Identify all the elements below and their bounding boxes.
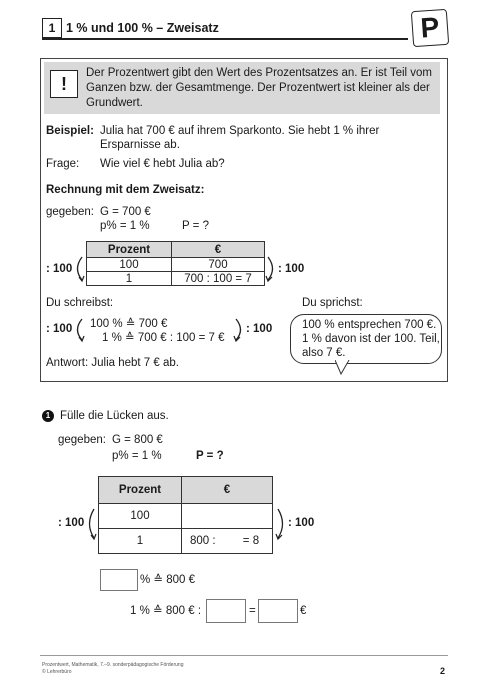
footer-divider xyxy=(40,655,448,656)
info-line-2: Ganzen bzw. der Gesamtmenge. Der Prozentwert ist kleiner als der xyxy=(86,82,430,94)
task-number-badge: 1 xyxy=(42,410,54,422)
arc-left-icon xyxy=(84,506,98,542)
speech-line-1: 100 % entsprechen 700 €. xyxy=(302,319,437,331)
example-text-1: Julia hat 700 € auf ihrem Sparkonto. Sie hebt 1 % ihrer xyxy=(100,125,380,137)
footer-text-1: Prozentwert, Mathematik, 7.–9. sonderpädagogische Förderung xyxy=(42,662,184,668)
logo-p-icon: P xyxy=(411,9,449,47)
question-label: Frage: xyxy=(46,158,80,170)
table-row xyxy=(87,272,265,286)
page-title: 1 % und 100 % – Zweisatz xyxy=(66,21,219,35)
task-line-2-prefix: 1 % ≙ 800 € : xyxy=(130,605,202,617)
table-header-euro: € xyxy=(172,242,265,258)
task-factor-right: : 100 xyxy=(288,517,315,529)
speech-line-2: 1 % davon ist der 100. Teil, xyxy=(302,333,440,345)
task-gap-cell[interactable] xyxy=(182,529,273,554)
header-divider xyxy=(42,38,408,40)
arc-left-icon xyxy=(72,316,86,344)
info-line-1: Der Prozentwert gibt den Wert des Prozentsatzes an. Er ist Teil vom xyxy=(86,67,432,79)
task-cell-result: = 8 xyxy=(242,535,260,547)
task-gap-cell[interactable] xyxy=(182,504,273,529)
write-factor-left: : 100 xyxy=(46,323,73,335)
task-table-header-euro: € xyxy=(182,477,273,504)
speech-tail-icon xyxy=(335,360,355,376)
arc-right-icon xyxy=(264,254,278,284)
table-cell: 700 xyxy=(172,258,265,272)
speak-label: Du sprichst: xyxy=(302,297,363,309)
arc-right-icon xyxy=(274,506,288,542)
table-cell: 1 xyxy=(99,529,182,554)
task-table-header-percent: Prozent xyxy=(99,477,182,504)
page-number: 2 xyxy=(440,666,446,676)
task-given-label: gegeben: xyxy=(58,434,106,446)
task-factor-left: : 100 xyxy=(58,517,85,529)
table-cell: 1 xyxy=(87,272,172,286)
task-instruction: Fülle die Lücken aus. xyxy=(60,410,169,422)
write-line-1: 100 % ≙ 700 € xyxy=(90,318,168,330)
write-line-2: 1 % ≙ 700 € : 100 = 7 € xyxy=(102,332,225,344)
info-line-3: Grundwert. xyxy=(86,97,143,109)
arc-left-icon xyxy=(72,254,86,284)
task-table xyxy=(98,476,273,554)
table-row xyxy=(87,258,265,272)
example-table xyxy=(86,241,265,286)
factor-left: : 100 xyxy=(46,263,73,275)
given-p-percent: p% = 1 % xyxy=(100,220,150,232)
task-line-2-equals: = xyxy=(249,605,256,617)
exclamation-icon: ! xyxy=(50,70,78,98)
table-cell: 100 xyxy=(99,504,182,529)
answer-text: Antwort: Julia hebt 7 € ab. xyxy=(46,357,179,369)
task-given-p-percent: p% = 1 % xyxy=(112,450,162,462)
table-cell: 700 : 100 = 7 xyxy=(172,272,265,286)
factor-right: : 100 xyxy=(278,263,305,275)
table-row xyxy=(99,529,273,554)
question-text: Wie viel € hebt Julia ab? xyxy=(100,158,225,170)
task-given-g: G = 800 € xyxy=(112,434,163,446)
example-label: Beispiel: xyxy=(46,125,94,137)
given-P: P = ? xyxy=(182,220,209,232)
table-row xyxy=(99,504,273,529)
footer-text-2: © Lehrerbüro xyxy=(42,669,72,675)
write-label: Du schreibst: xyxy=(46,297,114,309)
chapter-number: 1 xyxy=(42,18,62,38)
task-cell-division: 800 : xyxy=(190,535,216,547)
calculation-heading: Rechnung mit dem Zweisatz: xyxy=(46,184,205,196)
gap-input-divisor[interactable] xyxy=(206,599,246,623)
gap-input-percent[interactable] xyxy=(100,569,138,591)
task-line-2-unit: € xyxy=(300,605,307,617)
gap-input-result[interactable] xyxy=(258,599,298,623)
arc-right-icon xyxy=(232,316,246,344)
speech-line-3: also 7 €. xyxy=(302,347,346,359)
table-cell: 100 xyxy=(87,258,172,272)
table-header-percent: Prozent xyxy=(87,242,172,258)
given-label: gegeben: xyxy=(46,206,94,218)
task-line-1-suffix: % ≙ 800 € xyxy=(140,574,196,586)
write-factor-right: : 100 xyxy=(246,323,273,335)
example-text-2: Ersparnisse ab. xyxy=(100,139,180,151)
task-given-P: P = ? xyxy=(196,450,224,462)
given-g: G = 700 € xyxy=(100,206,151,218)
